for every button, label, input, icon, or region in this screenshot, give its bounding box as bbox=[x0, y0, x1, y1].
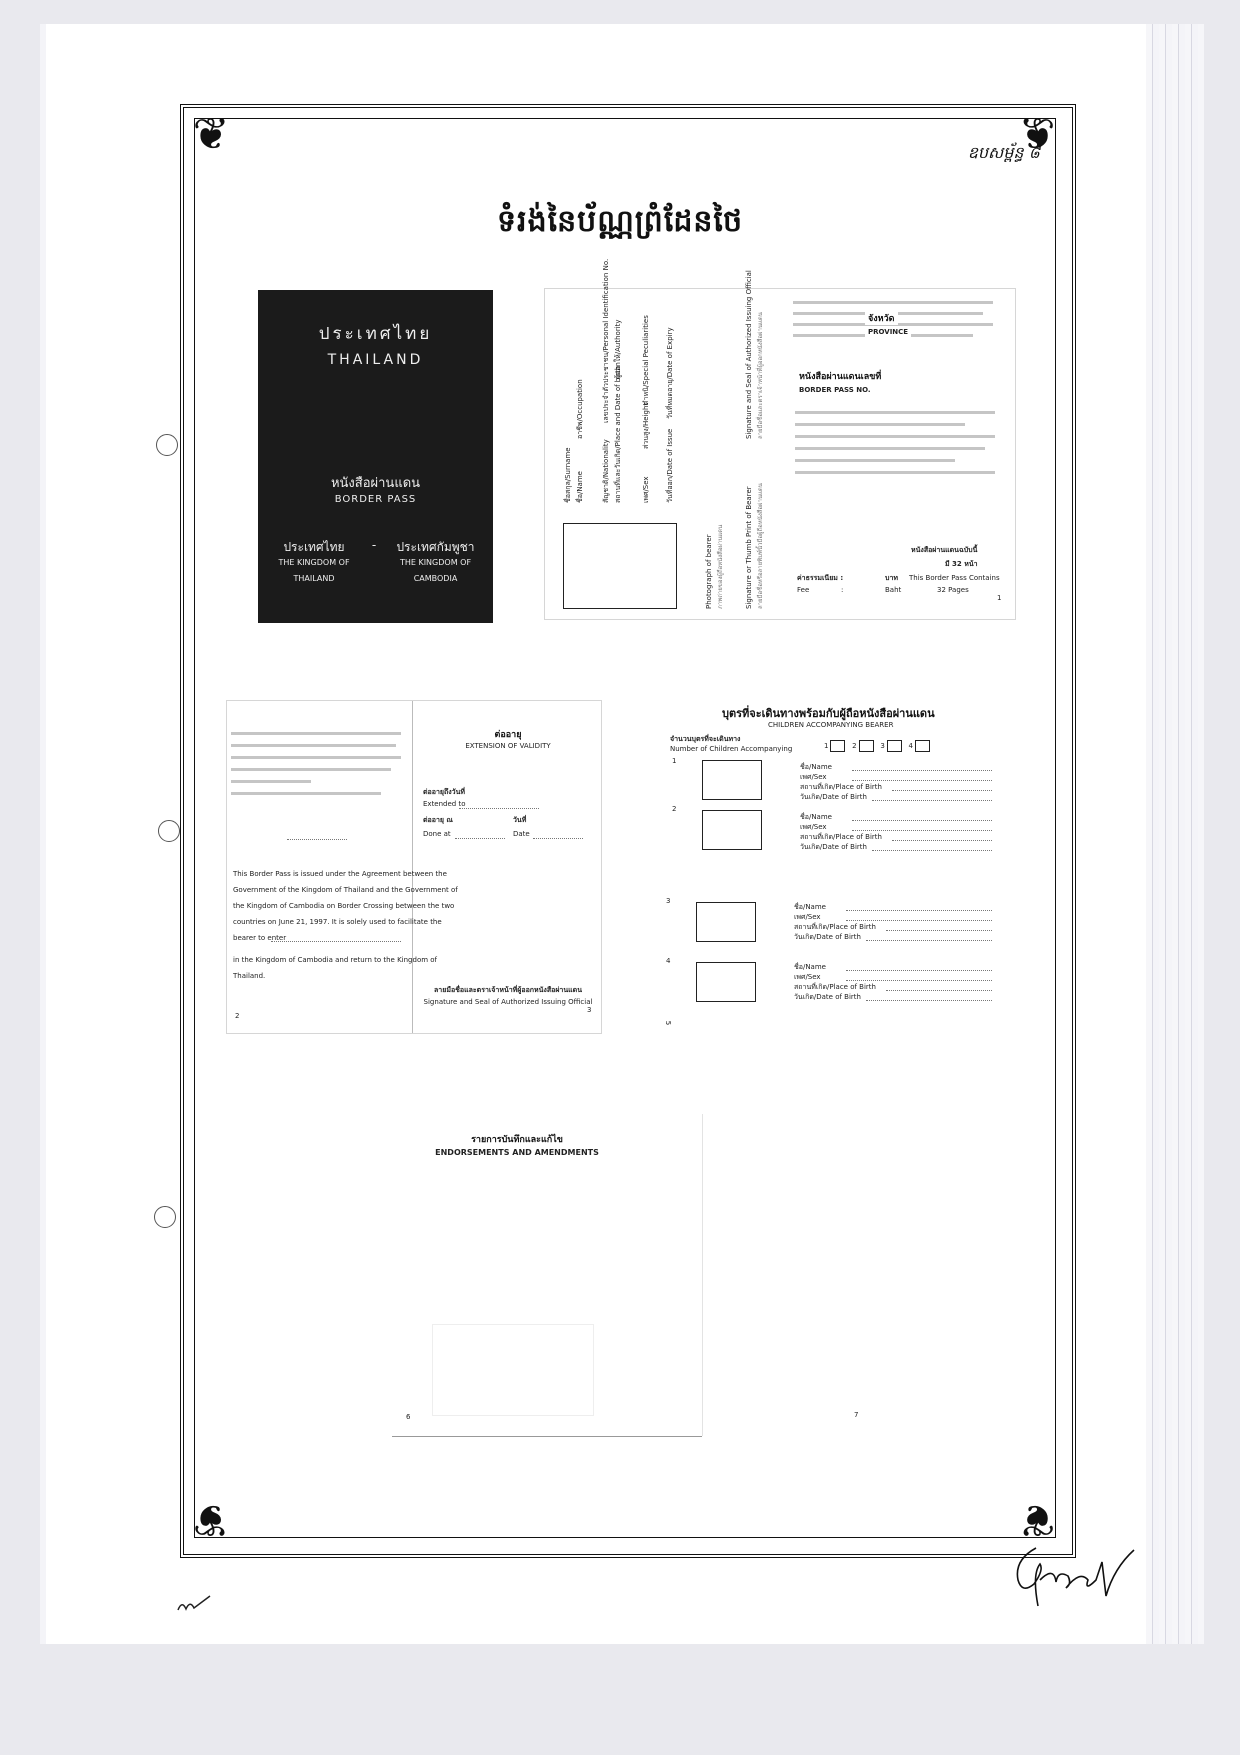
child-row-5-number: 5 bbox=[664, 1020, 673, 1026]
extended-en: Extended to bbox=[423, 800, 466, 808]
date-en: Date bbox=[513, 830, 530, 838]
id-field-8: เพศ/Sex bbox=[642, 476, 650, 503]
pages-2-3-spread bbox=[226, 700, 602, 1034]
child-4-sex-label: เพศ/Sex bbox=[794, 973, 821, 981]
border-pass-no-thai: หนังสือผ่านแดนเลขที่ bbox=[799, 372, 882, 382]
border-pass-no-en: BORDER PASS NO. bbox=[799, 386, 871, 394]
corner-ornament-top-left: ❦ bbox=[192, 109, 230, 160]
id-field-3: อาชีพ/Occupation bbox=[576, 379, 584, 439]
id-field-11: วันที่ออก/Date of Issue bbox=[666, 428, 674, 503]
child-4-photo-box bbox=[696, 962, 756, 1002]
pages-en: 32 Pages bbox=[937, 586, 969, 594]
child-2-dob-label: วันเกิด/Date of Birth bbox=[800, 843, 867, 851]
border-pass-cover bbox=[258, 290, 493, 623]
child-4-place-label: สถานที่เกิด/Place of Birth bbox=[794, 983, 876, 991]
endorsements-title-thai: รายการบันทึกและแก้ไข bbox=[471, 1135, 563, 1145]
option-3-label: 3 bbox=[880, 742, 885, 750]
child-2-name-label: ชื่อ/Name bbox=[800, 813, 832, 821]
cover-doc-thai: หนังสือผ่านแดน bbox=[330, 476, 421, 491]
children-title-thai: บุตรที่จะเดินทางพร้อมกับผู้ถือหนังสือผ่านแดน bbox=[722, 707, 935, 720]
endorsements-title-en: ENDORSEMENTS AND AMENDMENTS bbox=[435, 1148, 599, 1157]
id-field-6: สถานที่และวันเกิด/Place and Date of birth bbox=[614, 365, 622, 503]
extension-title-thai: ต่ออายุ bbox=[494, 730, 522, 740]
contains-en: This Border Pass Contains bbox=[909, 574, 1000, 582]
binder-hole-bottom bbox=[154, 1206, 176, 1228]
page-number-7: 7 bbox=[854, 1411, 859, 1419]
page-number-6: 6 bbox=[406, 1413, 411, 1421]
child-1-place-label: สถานที่เกิด/Place of Birth bbox=[800, 783, 882, 791]
cover-dash: - bbox=[371, 538, 377, 552]
done-at-thai: ต่ออายุ ณ bbox=[423, 816, 453, 824]
child-3-place-label: สถานที่เกิด/Place of Birth bbox=[794, 923, 876, 931]
page-number-2: 2 bbox=[235, 1012, 240, 1020]
page-number-3: 3 bbox=[587, 1006, 592, 1014]
page2-text-2: Government of the Kingdom of Thailand and the Government of bbox=[233, 886, 458, 894]
corner-ornament-bottom-left: ❦ bbox=[192, 1494, 230, 1545]
page2-text-6: in the Kingdom of Cambodia and return to the Kingdom of bbox=[233, 956, 438, 964]
id-field-5: เลขประจำตัวประชาชน/Personal Identification No. bbox=[602, 258, 610, 423]
child-2-place-label: สถานที่เกิด/Place of Birth bbox=[800, 833, 882, 841]
endorsements-bottom-line bbox=[392, 1436, 702, 1437]
fee-thai: ค่าธรรมเนียม : bbox=[797, 574, 844, 582]
extended-thai: ต่ออายุถึงวันที่ bbox=[423, 788, 465, 796]
child-2-sex-label: เพศ/Sex bbox=[800, 823, 827, 831]
option-2-label: 2 bbox=[852, 742, 857, 750]
fee-colon: : bbox=[841, 586, 844, 594]
province-en: PROVINCE bbox=[865, 327, 911, 337]
cover-right-en-1: THE KINGDOM OF bbox=[399, 558, 472, 567]
photo-label: Photograph of bearer bbox=[705, 534, 713, 609]
child-3-photo-box bbox=[696, 902, 756, 942]
children-count-options bbox=[824, 740, 930, 752]
corner-ornament-bottom-right: ❦ bbox=[1018, 1494, 1056, 1545]
child-3-sex-label: เพศ/Sex bbox=[794, 913, 821, 921]
page-number-1: 1 bbox=[997, 594, 1002, 602]
id-field-4: สัญชาติ/Nationality bbox=[602, 439, 610, 503]
child-1-name-label: ชื่อ/Name bbox=[800, 763, 832, 771]
binder-hole-top bbox=[156, 434, 178, 456]
endorsements-page bbox=[392, 1114, 703, 1436]
baht-thai: บาท bbox=[885, 574, 898, 582]
child-row-2-number: 2 bbox=[672, 805, 677, 813]
option-3-checkbox[interactable] bbox=[887, 740, 902, 752]
done-at-en: Done at bbox=[423, 830, 451, 838]
child-2-photo-box bbox=[702, 810, 762, 850]
contains-thai: หนังสือผ่านแดนฉบับนี้ bbox=[911, 546, 978, 554]
identity-page-spread: Photograph of bearer ภาพถ่ายของผู้ถือหนังสือผ่านแดน ชื่อสกุล/Surname ชื่อ/Name อาชีพ/Occupation สัญชาติ/Nationality เลขประจำตัวประชาชน/Personal Identification No. สถานที่และวันเกิด/Place and Date of birth ผู้ออกให้/Authority เพศ/Sex ส่วนสูง/Height ตำหนิ/Special Peculiarities วันที่ออก/Date of Issue วันที่หมดอายุ/Date of Expiry Signature or Thumb Print of Bearer ลายมือชื่อหรือลายพิมพ์นิ้วมือผู้ถือหนังสือผ่านแดน Signature and Seal of Authorized Issuing Official ลายมือชื่อและตราเจ้าหน้าที่ผู้ออกหนังสือผ่านแดน จังหวัด PROVINCE หนังสือผ่านแดนเลขที่ BORDER PASS NO. หนังสือผ่านแดนฉบับนี้ มี 32 หน้า ค่าธรรมเนียม : บาท This Border Pass Contains Fee : Baht 32 Pages 1 bbox=[544, 288, 1016, 620]
page2-text-3: the Kingdom of Cambodia on Border Crossing between the two bbox=[233, 902, 455, 910]
cover-left-en-1: THE KINGDOM OF bbox=[278, 558, 350, 567]
child-1-photo-box bbox=[702, 760, 762, 800]
bearer-photo-box bbox=[563, 523, 677, 609]
child-1-sex-label: เพศ/Sex bbox=[800, 773, 827, 781]
id-field-9: ส่วนสูง/Height bbox=[642, 402, 650, 449]
cover-country-thai: ประเทศไทย bbox=[318, 324, 433, 344]
id-field-12: วันที่หมดอายุ/Date of Expiry bbox=[666, 327, 674, 419]
annex-label: ឧបសម្ព័ន្ធ ៨ bbox=[967, 143, 1040, 162]
cover-doc-en: BORDER PASS bbox=[334, 494, 417, 505]
option-2-checkbox[interactable] bbox=[859, 740, 874, 752]
issuing-signature-en: Signature and Seal of Authorized Issuing Official bbox=[423, 998, 593, 1006]
id-field-2: ชื่อ/Name bbox=[576, 471, 584, 503]
cover-right-thai: ประเทศกัมพูชา bbox=[396, 540, 475, 554]
baht-en: Baht bbox=[885, 586, 902, 594]
page2-text-1: This Border Pass is issued under the Agreement between the bbox=[233, 870, 447, 878]
page2-text-7: Thailand. bbox=[233, 972, 266, 980]
child-3-dob-label: วันเกิด/Date of Birth bbox=[794, 933, 861, 941]
option-1-checkbox[interactable] bbox=[830, 740, 845, 752]
child-row-1-number: 1 bbox=[672, 757, 677, 765]
child-4-dob-label: วันเกิด/Date of Birth bbox=[794, 993, 861, 1001]
fee-en: Fee bbox=[797, 586, 810, 594]
handwritten-signature bbox=[1010, 1540, 1140, 1620]
child-4-name-label: ชื่อ/Name bbox=[794, 963, 826, 971]
issuing-signature-thai: ลายมือชื่อและตราเจ้าหน้าที่ผู้ออกหนังสือผ่านแดน bbox=[434, 986, 582, 994]
extension-title-en: EXTENSION OF VALIDITY bbox=[465, 742, 551, 750]
page-title: ទំរង់នៃប័ណ្ណព្រំដែនថៃ bbox=[497, 204, 743, 239]
option-4-label: 4 bbox=[908, 742, 913, 750]
corner-ornament-top-right: ❦ bbox=[1018, 109, 1056, 160]
children-title-en: CHILDREN ACCOMPANYING BEARER bbox=[768, 721, 894, 729]
child-row-3-number: 3 bbox=[666, 897, 671, 905]
child-3-name-label: ชื่อ/Name bbox=[794, 903, 826, 911]
cover-left-en-2: THAILAND bbox=[293, 574, 335, 583]
child-row-4-number: 4 bbox=[666, 957, 671, 965]
children-count-thai: จำนวนบุตรที่จะเดินทาง bbox=[670, 735, 741, 743]
initials-mark bbox=[176, 1594, 216, 1618]
cover-left-thai: ประเทศไทย bbox=[283, 540, 345, 554]
page2-text-4: countries on June 21, 1997. It is solely used to facilitate the bbox=[233, 918, 442, 926]
id-field-10: ตำหนิ/Special Peculiarities bbox=[642, 315, 650, 405]
page2-text-5: bearer to enter bbox=[233, 934, 287, 942]
id-field-7: ผู้ออกให้/Authority bbox=[614, 319, 622, 379]
official-signature-label: Signature and Seal of Authorized Issuing Official bbox=[745, 270, 753, 439]
binder-hole-middle bbox=[158, 820, 180, 842]
option-1-label: 1 bbox=[824, 742, 829, 750]
id-field-1: ชื่อสกุล/Surname bbox=[564, 447, 572, 503]
children-accompanying-section bbox=[652, 700, 1022, 1030]
child-1-dob-label: วันเกิด/Date of Birth bbox=[800, 793, 867, 801]
option-4-checkbox[interactable] bbox=[915, 740, 930, 752]
cover-right-en-2: CAMBODIA bbox=[413, 574, 458, 583]
date-thai: วันที่ bbox=[513, 816, 527, 824]
pages-thai: มี 32 หน้า bbox=[945, 560, 978, 568]
bearer-signature-label: Signature or Thumb Print of Bearer bbox=[745, 486, 753, 609]
children-count-en: Number of Children Accompanying bbox=[670, 745, 793, 753]
province-thai: จังหวัด bbox=[865, 311, 898, 325]
cover-country-en: THAILAND bbox=[327, 352, 424, 368]
